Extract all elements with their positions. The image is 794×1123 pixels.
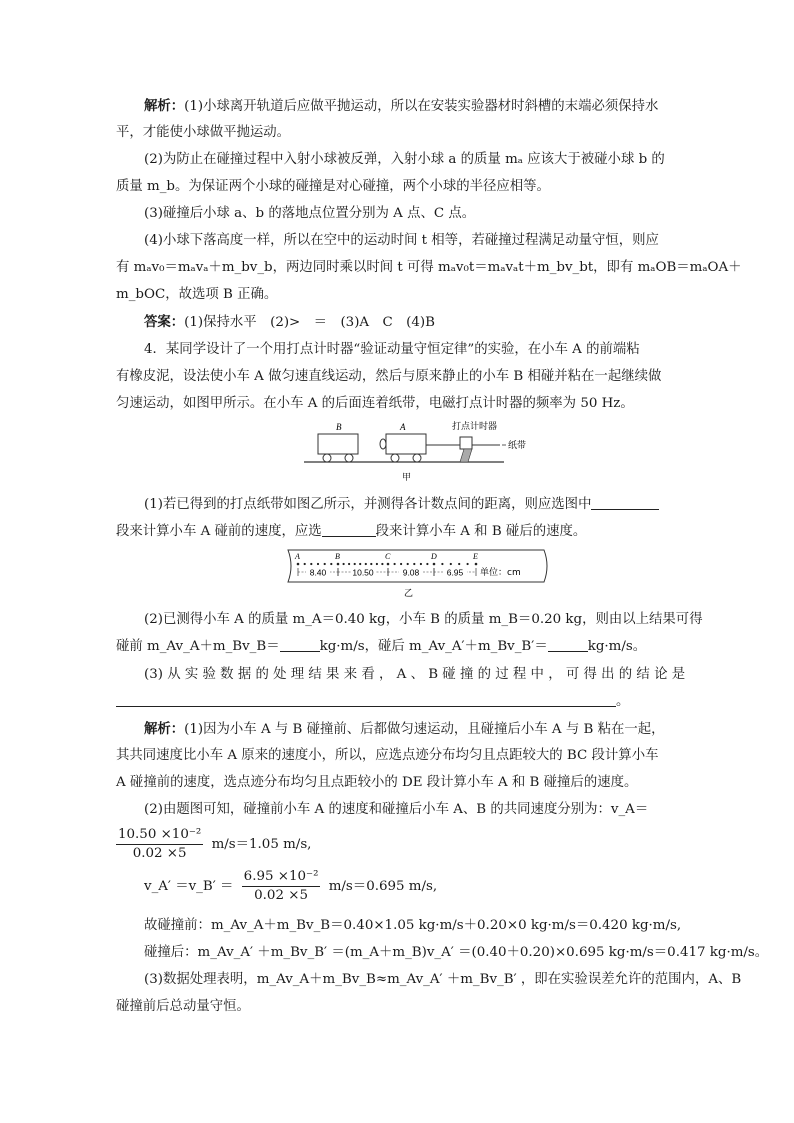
tape-dot <box>354 563 356 565</box>
tape-dot <box>348 563 350 565</box>
tape-label: 纸带 <box>508 441 527 451</box>
analysis-label: 解析： <box>144 98 185 114</box>
tape-dot <box>441 563 443 565</box>
putty <box>380 439 386 449</box>
figure-carts-diagram <box>304 418 544 484</box>
answer-label: 答案： <box>144 314 185 330</box>
formula-va: $\frac{\text{10.50 ×10⁻²}}{0.02 \times 5}$ m/s＝1.05 m/s, <box>118 827 312 861</box>
analysis2-p1-l3: A 碰撞前的速度，选点迹分布均匀且点距较小的 DE 段计算小车 A 和 B 碰撞后的速度。 <box>116 775 638 790</box>
answer-blank[interactable] <box>280 637 320 652</box>
tape-dot <box>407 563 409 565</box>
q4-l2: 有橡皮泥，设法使小车 A 做匀速直线运动，然后与原来静止的小车 B 相碰并粘在一起继续做 <box>116 369 662 384</box>
cart-b-wheel <box>323 454 331 462</box>
timer-label: 打点计时器 <box>452 422 498 432</box>
q4-l3: 匀速运动，如图甲所示。在小车 A 的后面连着纸带，电磁打点计时器的频率为 50 Hz。 <box>116 396 634 411</box>
tape-dot <box>400 563 402 565</box>
tape-dot <box>310 563 312 565</box>
tape-dot <box>324 563 326 565</box>
analysis1-p4-l2: 有 mₐv₀＝mₐvₐ＋m_bv_b，两边同时乘以时间 t 可得 mₐv₀t＝mₐvₐt＋m_bv_bt，即有 mₐOB＝mₐOA＋ <box>116 260 742 275</box>
tape-unit: 单位：cm <box>480 568 521 578</box>
tape-dot <box>413 563 415 565</box>
cart-a-wheel <box>413 454 421 462</box>
distance-label: 9.08 <box>402 567 420 578</box>
q4-l1: 4．某同学设计了一个用打点计时器“验证动量守恒定律”的实验，在小车 A 的前端粘 <box>144 342 640 357</box>
tape-dot <box>370 563 372 565</box>
answer-blank[interactable] <box>591 495 659 510</box>
tape-dot <box>467 563 469 565</box>
tape-dot <box>420 563 422 565</box>
q4-s3-l1: (3) 从 实 验 数 据 的 处 理 结 果 来 看 ， A 、 B 碰 撞 的 过 程 中 ， 可 得 出 的 结 论 是 <box>144 667 686 682</box>
analysis1-p4-l1: (4)小球下落高度一样，所以在空中的运动时间 t 相等，若碰撞过程满足动量守恒，则应 <box>144 233 659 248</box>
cart-a-label: A <box>400 422 406 432</box>
analysis1-p4-l3: m_bOC，故选项 B 正确。 <box>116 287 278 302</box>
fraction-vab: $\frac{\text{6.95 ×10⁻²}}{0.02 \times 5}$ <box>243 869 319 903</box>
tape-dot <box>330 563 332 565</box>
answer1: 答案：(1)保持水平 (2)> ＝ (3)A C (4)B <box>144 314 435 330</box>
q4-s2-l1: (2)已测得小车 A 的质量 m_A＝0.40 kg，小车 B 的质量 m_B＝0.20 kg，则由以上结果可得 <box>144 612 703 627</box>
answer-blank[interactable] <box>116 692 616 707</box>
answer-blank[interactable] <box>548 637 588 652</box>
q4-s1-l2: 段来计算小车 A 碰前的速度，应选 段来计算小车 A 和 B 碰后的速度。 <box>116 524 587 539</box>
tape-point-label: A <box>295 552 300 561</box>
analysis1-p3: (3)碰撞后小球 a、b 的落地点位置分别为 A 点、C 点。 <box>144 206 476 221</box>
tape-point-label: E <box>473 552 478 561</box>
analysis-label: 解析： <box>144 721 185 737</box>
figure2-caption: 乙 <box>404 589 414 598</box>
timer-stand <box>460 449 472 462</box>
tape-dot <box>365 563 367 565</box>
analysis2-p1-l2: 其共同速度比小车 A 原来的速度小，所以，应选点迹分布均匀且点距较大的 BC 段计算小车 <box>116 748 659 763</box>
cart-a-body <box>386 434 426 454</box>
momentum-after: 碰撞后：m_Av_A′ ＋m_Bv_B′ ＝(m_A＋m_B)v_A′ ＝(0.40＋0.20)×0.695 kg·m/s＝0.417 kg·m/s。 <box>144 945 769 960</box>
analysis1-p1-l2: 平，才能使小球做平抛运动。 <box>116 125 291 140</box>
tape-dot <box>317 563 319 565</box>
tape-dot <box>304 563 306 565</box>
tape-dot <box>426 563 428 565</box>
tape-dot-C <box>387 563 390 566</box>
figure1-caption: 甲 <box>402 473 412 483</box>
tape-dot <box>394 563 396 565</box>
answer-blank[interactable] <box>322 522 376 537</box>
analysis2-p1-l1: 解析：(1)因为小车 A 与 B 碰撞前、后都做匀速运动，且碰撞后小车 A 与 B 粘在一起， <box>144 721 665 737</box>
tape-dot <box>381 563 383 565</box>
tape-point-label: C <box>385 552 391 561</box>
cart-a-wheel <box>391 454 399 462</box>
analysis2-p2-l1: (2)由题图可知，碰撞前小车 A 的速度和碰撞后小车 A、B 的共同速度分别为：v_A＝ <box>144 802 649 817</box>
tape-dot-A <box>297 563 300 566</box>
analysis2-p3-l2: 碰撞前后总动量守恒。 <box>116 999 250 1014</box>
formula-vab: v_A′ ＝v_B′ ＝ $\frac{\text{6.95 ×10⁻²}}{0.02 \times 5}$ m/s＝0.695 m/s, <box>144 869 438 903</box>
tape-dot <box>359 563 361 565</box>
distance-label: 8.40 <box>309 567 327 578</box>
cart-b-label: B <box>336 422 342 432</box>
tape-dot <box>450 563 452 565</box>
fraction-va: $\frac{\text{10.50 ×10⁻²}}{0.02 \times 5}$ <box>118 827 202 861</box>
analysis1-p2-l1: (2)为防止在碰撞过程中入射小球被反弹，入射小球 a 的质量 mₐ 应该大于被碰小球 b 的 <box>144 152 665 167</box>
tape-dot-B <box>337 563 340 566</box>
analysis1-p2-l2: 质量 m_b。为保证两个小球的碰撞是对心碰撞，两个小球的半径应相等。 <box>116 179 550 194</box>
q4-s3-l2: 。 <box>116 692 629 712</box>
tape-dot-D <box>433 563 436 566</box>
figure-tape-diagram <box>284 548 552 598</box>
tape-dot-E <box>475 563 478 566</box>
tape-dot <box>458 563 460 565</box>
distance-label: 10.50 <box>352 567 374 578</box>
analysis1-p1-l1: 解析：(1)小球离开轨道后应做平抛运动，所以在安装实验器材时斜槽的末端必须保持水 <box>144 98 659 114</box>
q4-s2-l2: 碰前 m_Av_A＋m_Bv_B＝ kg·m/s，碰后 m_Av_A′＋m_Bv_B′＝ kg·m/s。 <box>116 639 647 654</box>
tape-point-label: B <box>335 552 340 561</box>
tape-dot <box>376 563 378 565</box>
cart-b-wheel <box>345 454 353 462</box>
tape-point-label: D <box>431 552 437 561</box>
cart-b-body <box>318 434 358 454</box>
analysis2-p3-l1: (3)数据处理表明，m_Av_A＋m_Bv_B≈m_Av_A′ ＋m_Bv_B′ ，即在实验误差允许的范围内，A、B <box>144 972 742 987</box>
momentum-before: 故碰撞前：m_Av_A＋m_Bv_B＝0.40×1.05 kg·m/s＋0.20×0 kg·m/s＝0.420 kg·m/s, <box>144 918 682 933</box>
distance-label: 6.95 <box>446 567 464 578</box>
tape-dot <box>343 563 345 565</box>
timer-box <box>460 437 472 449</box>
q4-s1-l1: (1)若已得到的打点纸带如图乙所示，并测得各计数点间的距离，则应选图中 <box>144 495 659 515</box>
